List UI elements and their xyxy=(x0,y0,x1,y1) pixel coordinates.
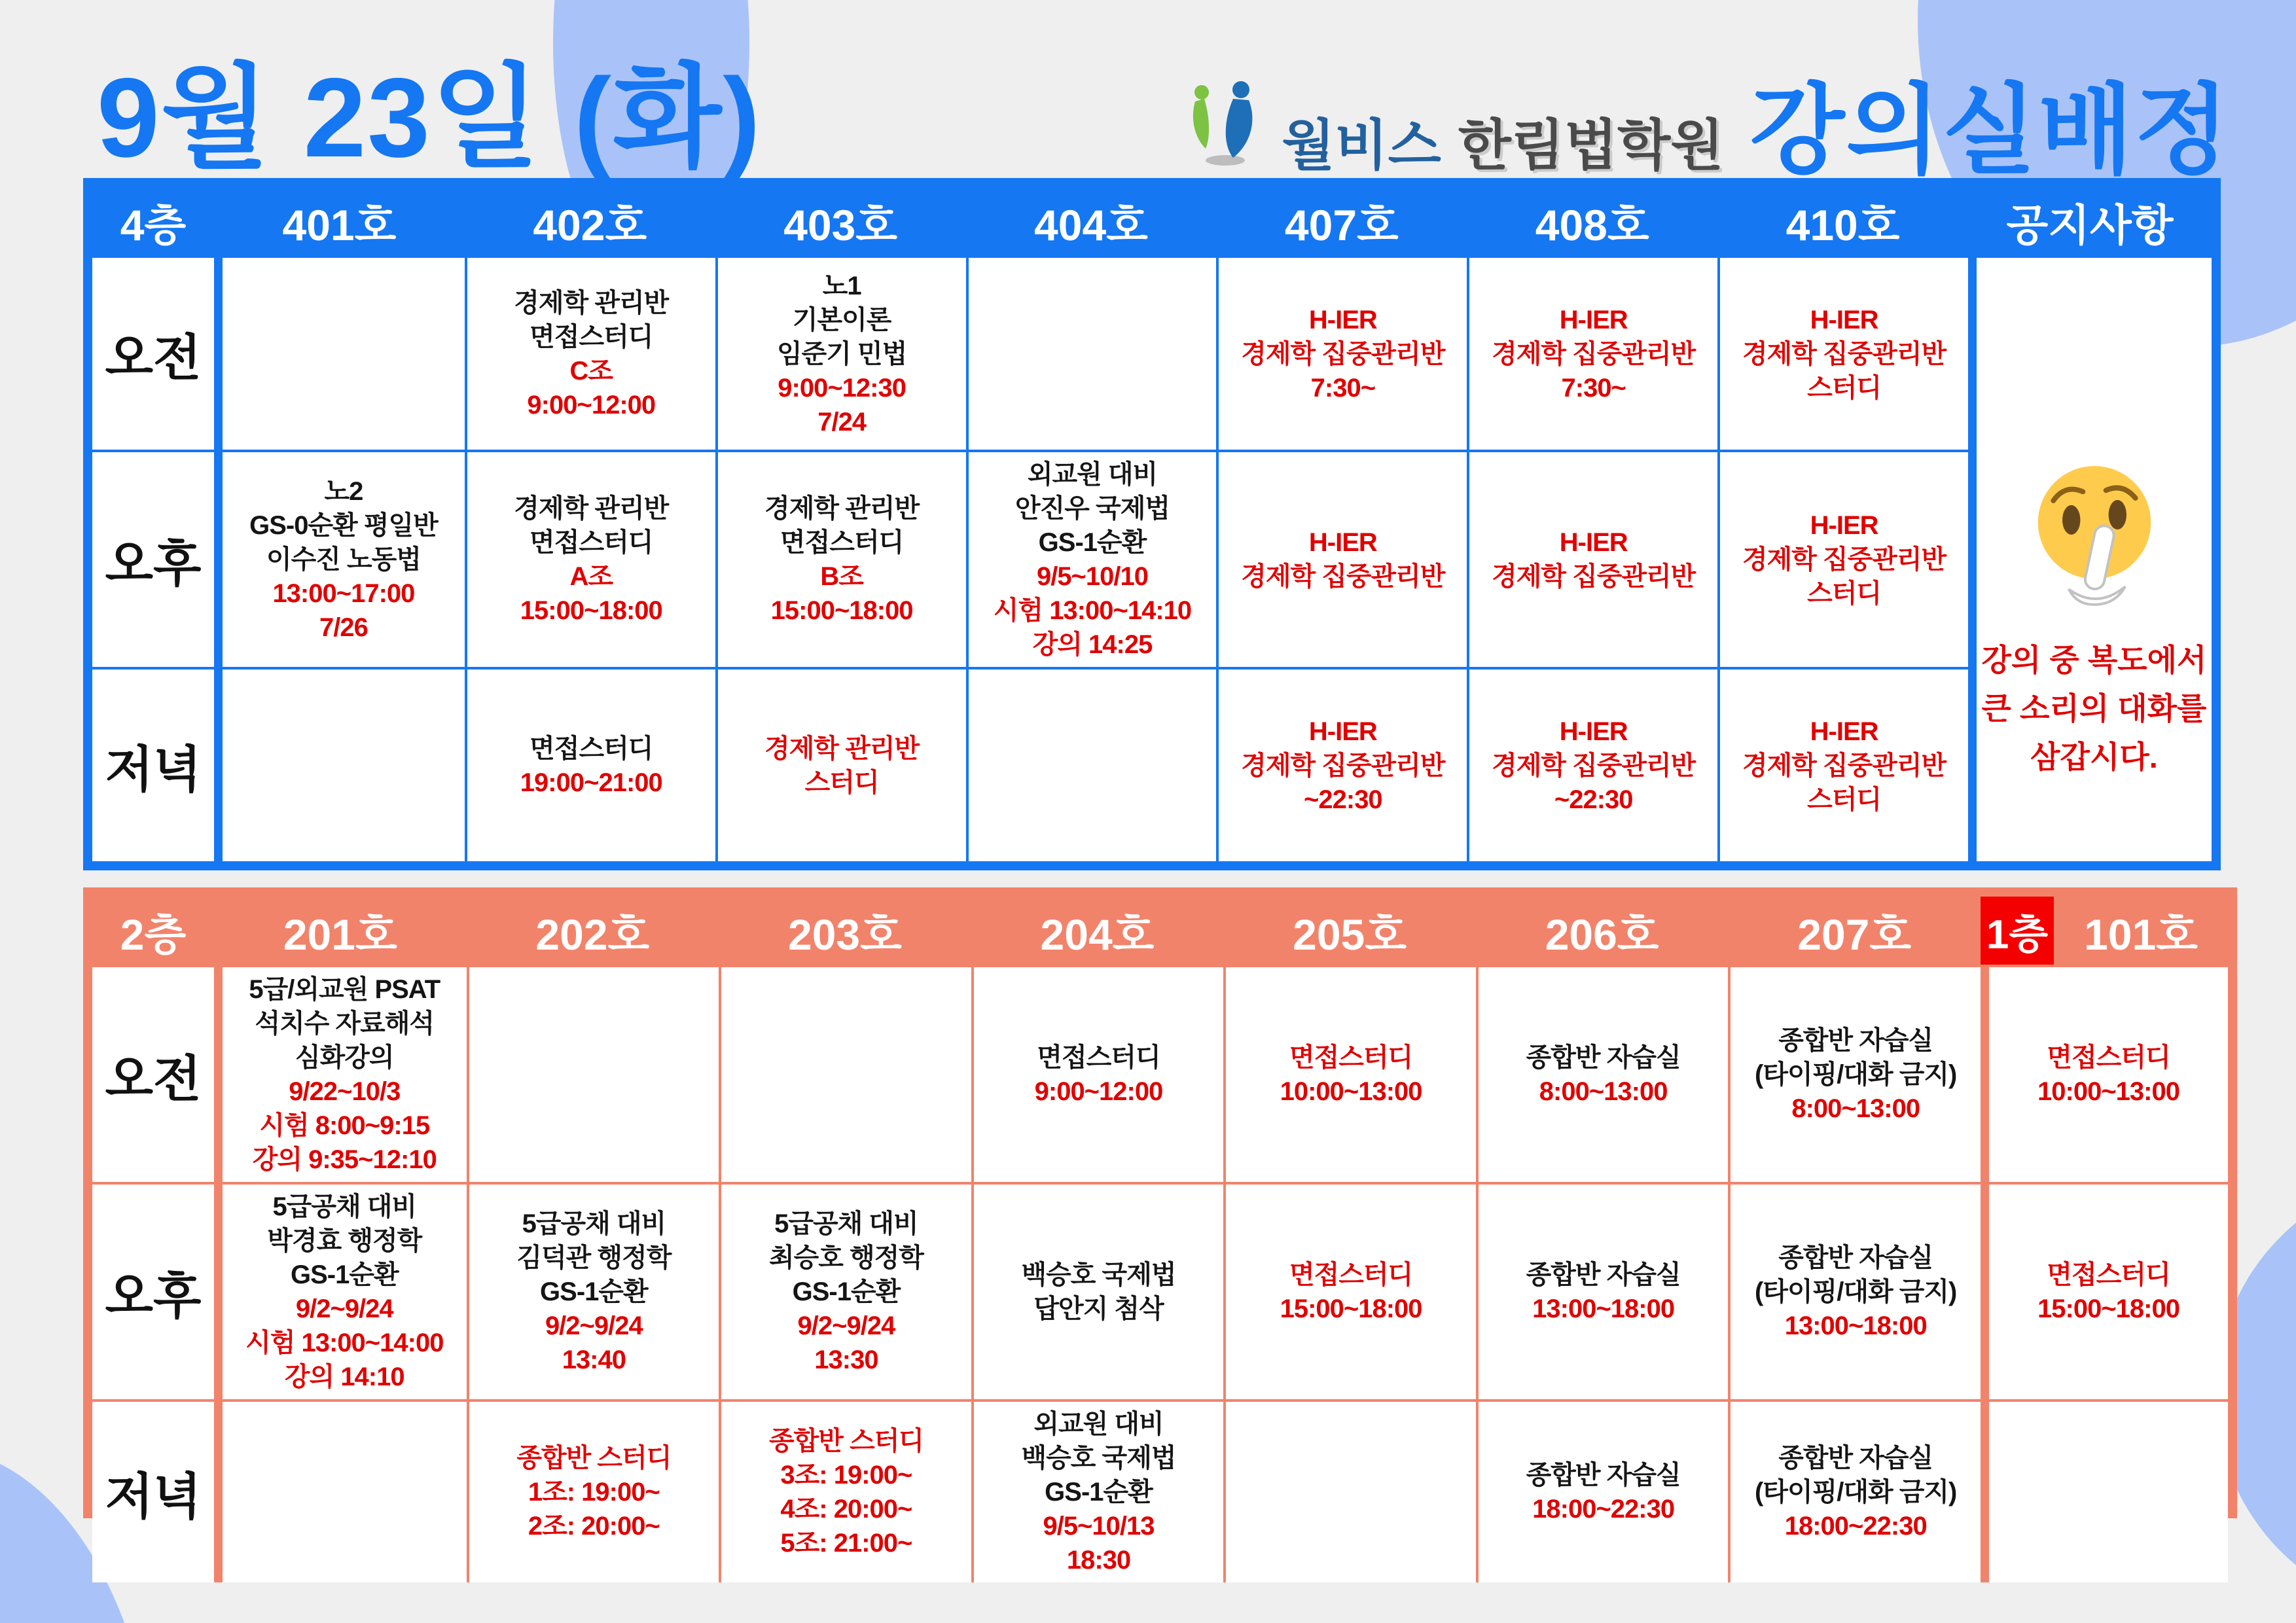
cell-line-red: 18:00~22:30 xyxy=(1784,1512,1927,1541)
row-label: 저녁 xyxy=(92,667,214,861)
cell-line-black: GS-1순환 xyxy=(540,1277,648,1306)
cell-line-red: 경제학 집중관리반 xyxy=(1742,751,1946,780)
schedule-cell xyxy=(966,255,1217,450)
schedule-cell xyxy=(1467,667,1717,861)
cell-line-red: 3조: 19:00~ xyxy=(780,1461,912,1489)
room-header-101: 101호 xyxy=(2054,897,2228,965)
cell-line-red: 종합반 스터디 xyxy=(768,1427,924,1455)
cell-line-red: 7:30~ xyxy=(1561,373,1626,402)
cell-line-black: (타이핑/대화 금지) xyxy=(1755,1060,1957,1089)
room-header-401호: 401호 xyxy=(214,187,465,255)
schedule-cell xyxy=(1717,255,1968,450)
notice-text xyxy=(1982,638,2207,779)
cell-line-red: 7/24 xyxy=(817,407,867,437)
cell-line-black: 기본이론 xyxy=(792,305,891,334)
schedule-cell xyxy=(467,965,719,1182)
schedule-cell xyxy=(1728,1182,1981,1399)
schedule-cell xyxy=(214,1182,467,1399)
academy-logo-icon xyxy=(1186,80,1265,170)
cell-line-red: 9:00~12:30 xyxy=(778,373,906,402)
cell-line-red: H-IER xyxy=(1559,305,1628,334)
cell-line-black: 백승호 국제법 xyxy=(1021,1444,1176,1472)
cell-line-red: 경제학 집중관리반 xyxy=(1742,339,1946,368)
cell-line-red: 15:00~18:00 xyxy=(770,596,913,625)
schedule-cell xyxy=(214,255,465,450)
cell-line-black: GS-1순환 xyxy=(1045,1478,1153,1507)
cell-line-red: 15:00~18:00 xyxy=(1280,1294,1422,1323)
cell-line-black: GS-1순환 xyxy=(290,1260,399,1289)
cell-line-red: 9/2~9/24 xyxy=(545,1311,643,1340)
cell-line-black: 종합반 자습실 xyxy=(1526,1043,1681,1072)
schedule-cell xyxy=(467,1182,719,1399)
brand-academy: 한림법학원 xyxy=(1458,115,1724,176)
schedule-cell xyxy=(1467,450,1717,667)
cell-line-red: 10:00~13:00 xyxy=(1280,1077,1422,1106)
cell-line-red: 경제학 집중관리반 xyxy=(1492,339,1696,368)
schedule-cell xyxy=(1476,965,1729,1182)
cell-line-black: 이수진 노동법 xyxy=(266,545,421,574)
room-header-403호: 403호 xyxy=(715,187,966,255)
cell-line-black: 답안지 첨삭 xyxy=(1033,1294,1164,1323)
row-label: 저녁 xyxy=(92,1399,214,1582)
brand-name: 월비스 xyxy=(1282,115,1441,176)
schedule-cell xyxy=(1728,965,1981,1182)
cell-line-red: H-IER xyxy=(1559,528,1628,557)
schedule-cell xyxy=(715,667,966,861)
row-label: 오후 xyxy=(92,1182,214,1399)
cell-line-red: 10:00~13:00 xyxy=(2037,1077,2179,1106)
cell-line-red: 9/2~9/24 xyxy=(295,1294,393,1323)
cell-line-red: 강의 14:10 xyxy=(284,1363,404,1391)
room-header-207호: 207호 xyxy=(1728,897,1981,965)
schedule-cell xyxy=(715,450,966,667)
schedule-cell xyxy=(715,255,966,450)
cell-line-red: 스터디 xyxy=(804,768,879,797)
row-label: 오전 xyxy=(92,255,214,450)
table-floor4 xyxy=(83,178,2221,870)
cell-line-red: 9/22~10/3 xyxy=(289,1077,401,1106)
schedule-cell xyxy=(971,1399,1224,1582)
notice-line: 강의 중 복도에서 xyxy=(1981,643,2207,677)
cell-line-red: 18:00~22:30 xyxy=(1532,1495,1675,1524)
cell-line-black: 5급/외교원 PSAT xyxy=(249,975,440,1004)
notice-line: 삼갑시다. xyxy=(2030,740,2158,775)
cell-line-black: 노1 xyxy=(822,271,861,300)
schedule-cell xyxy=(1981,1399,2228,1582)
table-floor2 xyxy=(83,887,2237,1575)
cell-line-black: 면접스터디 xyxy=(529,322,653,351)
schedule-cell xyxy=(1216,255,1467,450)
cell-line-black: 경제학 관리반 xyxy=(514,288,669,317)
cell-line-black: 종합반 자습실 xyxy=(1526,1461,1681,1489)
cell-line-red: H-IER xyxy=(1308,528,1377,557)
cell-line-red: 스터디 xyxy=(1807,785,1882,814)
cell-line-red: 1조: 19:00~ xyxy=(528,1478,660,1507)
cell-line-black: 경제학 관리반 xyxy=(514,494,669,523)
cell-line-red: 13:00~18:00 xyxy=(1532,1294,1675,1323)
room-header-402호: 402호 xyxy=(465,187,715,255)
notice-line: 큰 소리의 대화를 xyxy=(1981,691,2207,726)
cell-line-red: H-IER xyxy=(1810,511,1878,540)
floor4-header-label: 4층 xyxy=(92,187,214,255)
cell-line-red: 4조: 20:00~ xyxy=(780,1495,912,1524)
cell-line-red: 종합반 스터디 xyxy=(516,1444,672,1472)
cell-line-red: 5조: 21:00~ xyxy=(780,1529,912,1558)
cell-line-black: 면접스터디 xyxy=(1037,1043,1160,1072)
schedule-cell xyxy=(214,450,465,667)
schedule-cell xyxy=(214,965,467,1182)
cell-line-red: 경제학 집중관리반 xyxy=(1492,751,1696,780)
cell-line-red: 7:30~ xyxy=(1310,373,1376,402)
cell-line-red: 18:30 xyxy=(1066,1546,1131,1575)
page-title: 9월 23일 (화) xyxy=(97,55,762,181)
floor2-header-label: 2층 xyxy=(92,897,214,965)
schedule-cell xyxy=(1981,1182,2228,1399)
cell-line-red: ~22:30 xyxy=(1554,785,1633,814)
poster-heading: 강의실배정 xyxy=(1749,75,2231,185)
cell-line-red: B조 xyxy=(820,562,863,591)
room-header-206호: 206호 xyxy=(1476,897,1729,965)
brand-header xyxy=(1186,51,2231,192)
schedule-cell xyxy=(971,965,1224,1182)
schedule-cell xyxy=(1216,667,1467,861)
cell-line-black: 심화강의 xyxy=(295,1043,394,1072)
cell-line-black: 종합반 자습실 xyxy=(1778,1026,1933,1055)
cell-line-black: 외교원 대비 xyxy=(1027,460,1158,489)
cell-line-red: ~22:30 xyxy=(1304,785,1382,814)
cell-line-red: 9/5~10/13 xyxy=(1043,1512,1155,1541)
cell-line-red: 9:00~12:00 xyxy=(527,390,656,419)
cell-line-red: 경제학 집중관리반 xyxy=(1241,562,1445,591)
cell-line-black: 백승호 국제법 xyxy=(1021,1260,1176,1289)
room-header-410호: 410호 xyxy=(1717,187,1968,255)
room-header-203호: 203호 xyxy=(719,897,971,965)
schedule-cell xyxy=(1476,1399,1729,1582)
cell-line-red: 13:30 xyxy=(814,1346,878,1374)
schedule-cell xyxy=(1717,667,1968,861)
cell-line-black: (타이핑/대화 금지) xyxy=(1755,1478,1957,1507)
cell-line-red: 경제학 집중관리반 xyxy=(1492,562,1696,591)
cell-line-black: 면접스터디 xyxy=(529,528,653,557)
cell-line-red: 경제학 집중관리반 xyxy=(1241,751,1445,780)
cell-line-red: 15:00~18:00 xyxy=(520,596,662,625)
schedule-cell xyxy=(1981,965,2228,1182)
cell-line-red: 경제학 집중관리반 xyxy=(1742,545,1946,574)
room-header-201호: 201호 xyxy=(214,897,467,965)
cell-line-red: 13:00~18:00 xyxy=(1784,1311,1927,1340)
cell-line-red: 시험 8:00~9:15 xyxy=(259,1111,430,1140)
floor1-header-label: 1층 xyxy=(1981,897,2054,965)
cell-line-red: H-IER xyxy=(1308,717,1377,746)
cell-line-red: 9/5~10/10 xyxy=(1036,562,1149,591)
cell-line-red: 19:00~21:00 xyxy=(520,768,662,797)
cell-line-red: 7/26 xyxy=(319,613,368,642)
cell-line-black: GS-0순환 평일반 xyxy=(249,511,438,540)
room-header-205호: 205호 xyxy=(1223,897,1476,965)
cell-line-red: 면접스터디 xyxy=(1289,1043,1413,1072)
cell-line-red: 2조: 20:00~ xyxy=(528,1512,660,1541)
cell-line-black: 임준기 민법 xyxy=(776,339,907,368)
row-label: 오전 xyxy=(92,965,214,1182)
notice-cell xyxy=(1968,255,2212,861)
schedule-cell xyxy=(467,1399,719,1582)
cell-line-black: (타이핑/대화 금지) xyxy=(1755,1277,1957,1306)
cell-line-black: GS-1순환 xyxy=(792,1277,901,1306)
schedule-cell xyxy=(966,667,1217,861)
cell-line-black: 5급공채 대비 xyxy=(522,1209,666,1238)
cell-line-red: H-IER xyxy=(1308,305,1377,334)
cell-line-red: 13:00~17:00 xyxy=(272,579,415,608)
row-label: 오후 xyxy=(92,450,214,667)
cell-line-red: 8:00~13:00 xyxy=(1791,1094,1920,1123)
cell-line-red: C조 xyxy=(569,356,613,385)
schedule-cell xyxy=(465,450,715,667)
cell-line-red: 8:00~13:00 xyxy=(1539,1077,1668,1106)
cell-line-red: 스터디 xyxy=(1807,373,1882,402)
cell-line-black: 최승호 행정학 xyxy=(768,1243,924,1272)
cell-line-red: 강의 9:35~12:10 xyxy=(252,1145,437,1174)
schedule-cell xyxy=(1216,450,1467,667)
cell-line-black: 박경효 행정학 xyxy=(267,1226,422,1255)
notice-header: 공지사항 xyxy=(1968,187,2212,255)
cell-line-black: 5급공채 대비 xyxy=(774,1209,918,1238)
schedule-cell xyxy=(465,255,715,450)
schedule-cell xyxy=(1728,1399,1981,1582)
room-header-407호: 407호 xyxy=(1216,187,1467,255)
schedule-cell xyxy=(214,667,465,861)
cell-line-red: 시험 13:00~14:10 xyxy=(993,596,1192,625)
cell-line-black: 노2 xyxy=(324,477,363,506)
schedule-cell xyxy=(1476,1182,1729,1399)
cell-line-black: 김덕관 행정학 xyxy=(516,1243,672,1272)
cell-line-black: 석치수 자료해석 xyxy=(255,1009,435,1038)
room-header-202호: 202호 xyxy=(467,897,719,965)
cell-line-red: 9/2~9/24 xyxy=(797,1311,895,1340)
cell-line-red: 스터디 xyxy=(1807,579,1882,608)
cell-line-black: 경제학 관리반 xyxy=(764,494,920,523)
cell-line-red: 시험 13:00~14:00 xyxy=(245,1329,444,1357)
cell-line-red: H-IER xyxy=(1559,717,1628,746)
shushing-face-emoji xyxy=(2030,461,2159,616)
schedule-cell xyxy=(719,965,971,1182)
schedule-cell xyxy=(971,1182,1224,1399)
cell-line-black: 안진우 국제법 xyxy=(1015,494,1170,523)
cell-line-red: H-IER xyxy=(1810,305,1878,334)
room-header-404호: 404호 xyxy=(966,187,1217,255)
cell-line-red: H-IER xyxy=(1810,717,1878,746)
cell-line-red: 경제학 관리반 xyxy=(764,734,920,763)
cell-line-black: 5급공채 대비 xyxy=(272,1192,417,1221)
schedule-cell xyxy=(214,1399,467,1582)
schedule-cell xyxy=(1223,965,1476,1182)
cell-line-red: 면접스터디 xyxy=(1289,1260,1413,1289)
room-header-408호: 408호 xyxy=(1467,187,1717,255)
cell-line-black: 외교원 대비 xyxy=(1033,1410,1164,1438)
schedule-cell xyxy=(719,1399,971,1582)
cell-line-red: 경제학 집중관리반 xyxy=(1241,339,1445,368)
cell-line-black: 종합반 자습실 xyxy=(1526,1260,1681,1289)
schedule-cell xyxy=(1223,1399,1476,1582)
cell-line-red: 면접스터디 xyxy=(2047,1043,2170,1072)
schedule-cell xyxy=(1223,1182,1476,1399)
schedule-cell xyxy=(966,450,1217,667)
schedule-cell xyxy=(465,667,715,861)
cell-line-black: 면접스터디 xyxy=(780,528,904,557)
cell-line-black: 종합반 자습실 xyxy=(1778,1243,1933,1272)
cell-line-red: 면접스터디 xyxy=(2047,1260,2170,1289)
cell-line-red: 강의 14:25 xyxy=(1032,630,1153,659)
schedule-cell xyxy=(1467,255,1717,450)
cell-line-black: GS-1순환 xyxy=(1038,528,1147,557)
cell-line-red: A조 xyxy=(569,562,613,591)
room-header-204호: 204호 xyxy=(971,897,1224,965)
schedule-cell xyxy=(719,1182,971,1399)
cell-line-black: 종합반 자습실 xyxy=(1778,1444,1933,1472)
cell-line-black: 면접스터디 xyxy=(529,734,653,763)
cell-line-red: 9:00~12:00 xyxy=(1034,1077,1163,1106)
schedule-cell xyxy=(1717,450,1968,667)
cell-line-red: 15:00~18:00 xyxy=(2037,1294,2179,1323)
cell-line-red: 13:40 xyxy=(562,1346,626,1374)
